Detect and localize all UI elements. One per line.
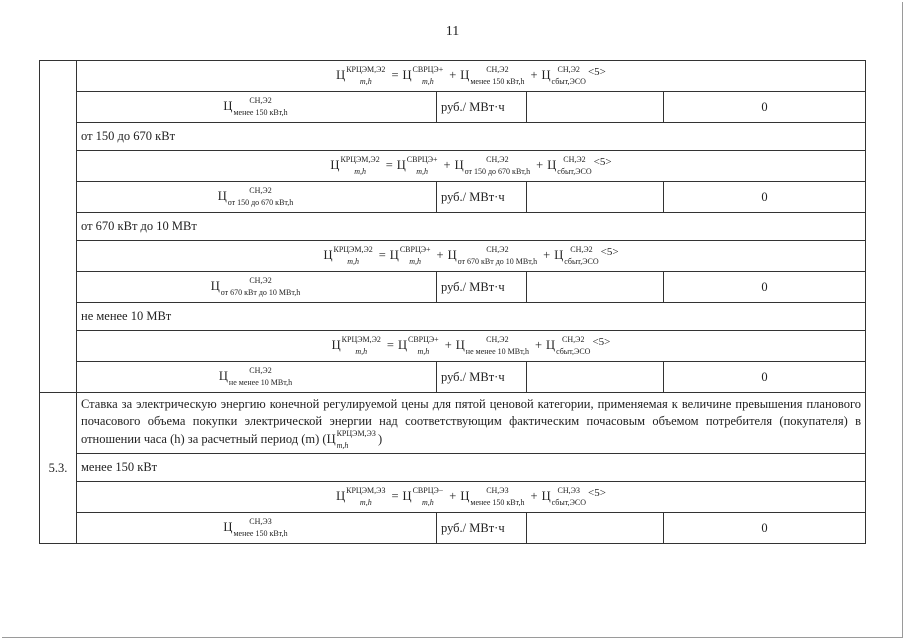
symbol-sup: СВРЦЭ− [412,486,444,495]
symbol-sup: СН,Э2 [486,155,509,164]
symbol-indices [233,97,287,117]
unit-cell: руб./ МВт·ч [437,272,527,303]
symbol-letter: Ц [447,247,457,262]
rate-symbol [210,276,303,297]
symbol-sub: не менее 10 МВт,h [465,347,529,356]
operator: + [449,67,457,82]
symbol-sub: от 150 до 670 кВт,h [464,167,531,176]
formula-footnote: <5> [587,486,606,499]
formula-term [389,245,433,266]
symbol-letter: Ц [336,67,346,82]
formula-cell [77,331,866,362]
symbol-indices [458,246,538,266]
formula-term [547,155,593,176]
formula-term [546,335,592,356]
operator: + [534,337,543,352]
formula-cell [77,151,866,182]
symbol-sub: сбыт,ЭСО [564,257,599,266]
formula-term [397,335,441,356]
symbol-sub: менее 150 кВт,h [470,77,525,86]
formula-term [554,245,600,266]
symbol-indices [556,336,590,356]
symbol-letter: Ц [330,157,340,172]
formula-footnote: <5> [593,155,612,168]
unit-cell: руб./ МВт·ч [437,362,527,393]
rate-symbol-cell [77,362,437,393]
symbol-sup: СН,ЭЗ [249,517,272,526]
empty-cell [527,92,664,123]
symbol-sub: m,h [409,257,422,266]
section-text [77,393,866,454]
formula-term [402,65,446,86]
symbol-letter: Ц [389,247,399,262]
symbol-sub: m,h [421,77,434,86]
symbol-letter: Ц [402,488,412,503]
symbol-sub: сбыт,ЭСО [551,498,586,507]
symbol-letter: Ц [460,67,470,82]
symbol-sub: m,h [347,257,359,266]
group-heading: от 670 кВт до 10 МВт [77,213,866,241]
symbol-indices [229,367,292,387]
value-cell: 0 [664,513,866,544]
unit-cell: руб./ МВт·ч [437,513,527,544]
formula-term [396,155,440,176]
symbol-sup: КРЦЭМ,Э2 [341,335,381,344]
symbol-letter: Ц [455,337,465,352]
symbol-sup: СН,Э2 [563,155,586,164]
formula-term [402,486,446,507]
formula-cell [77,482,866,513]
value-cell: 0 [664,182,866,213]
symbol-sub: менее 150 кВт,h [233,529,288,538]
symbol-indices [400,246,431,266]
symbol-letter: Ц [397,337,407,352]
formula-cell [77,241,866,272]
symbol-indices [470,487,524,507]
symbol-indices [342,336,381,356]
unit-cell: руб./ МВт·ч [437,92,527,123]
formula-term [447,245,540,266]
formula-lhs [323,245,374,266]
tariff-table [39,60,866,544]
formula-term [455,335,531,356]
symbol-sub: от 670 кВт до 10 МВт,h [220,288,301,297]
symbol-letter: Ц [396,157,406,172]
symbol-indices [413,487,444,507]
symbol-sup: СН,Э2 [249,276,272,285]
operator: = [391,67,399,82]
section-symbol [326,429,378,450]
symbol-indices [466,336,529,356]
symbol-sub: m,h [422,498,434,507]
symbol-sup: КРЦЭМ,ЭЗ [346,486,386,495]
symbol-sup: СН,Э2 [249,96,272,105]
symbol-letter: Ц [217,188,227,203]
symbol-sup: КРЦЭМ,ЭЗ [336,429,376,438]
operator: + [436,247,444,262]
symbol-indices [337,430,376,450]
symbol-sup: СВРЦЭ+ [408,335,439,344]
symbol-letter: Ц [402,67,412,82]
formula-term [541,486,588,507]
symbol-letter: Ц [218,368,228,383]
rate-symbol-cell [77,513,437,544]
formula-footnote: <5> [600,245,619,258]
symbol-letter: Ц [554,247,564,262]
symbol-sup: СВРЦЭ+ [399,245,431,254]
left-margin-cell [40,61,77,393]
symbol-sub: от 670 кВт до 10 МВт,h [457,257,538,266]
symbol-indices [333,246,372,266]
symbol-letter: Ц [223,98,233,113]
symbol-indices [221,277,301,297]
formula-cell [77,61,866,92]
symbol-sub: m,h [359,77,372,86]
symbol-indices [340,156,379,176]
unit-cell: руб./ МВт·ч [437,182,527,213]
symbol-sub: m,h [416,167,429,176]
symbol-sub: m,h [336,441,349,450]
formula-term [454,155,533,176]
formula-lhs [336,65,387,86]
symbol-indices [346,66,385,86]
symbol-indices [346,487,385,507]
operator: = [386,337,394,352]
operator: + [536,157,544,172]
symbol-sup: СН,Э2 [570,245,593,254]
value-cell: 0 [664,362,866,393]
symbol-indices [228,187,294,207]
symbol-letter: Ц [326,431,336,446]
rate-symbol [218,366,294,387]
formula-lhs [330,155,381,176]
symbol-sup: СВРЦЭ+ [406,155,438,164]
symbol-indices [552,66,586,86]
symbol-indices [407,156,438,176]
symbol-sup: СН,Э2 [249,186,272,195]
symbol-letter: Ц [210,278,220,293]
symbol-sup: СН,ЭЗ [557,486,581,495]
value-cell: 0 [664,272,866,303]
rate-symbol-cell [77,182,437,213]
symbol-sup: СН,ЭЗ [486,486,509,495]
section-text-body: Ставка за электрическую энергию конечной регулируемой цены для пятой ценовой категории, применяемая к величине превышения планового почасового объема покупки электрической энергии над соответствующим фактическим почасовым объемом потребителя (покупателя) в отношении часа (h) за расчетный период (m) ( [81,397,862,446]
section-text-end: ) [377,431,383,446]
symbol-sup: СН,Э2 [486,65,509,74]
symbol-indices [470,66,524,86]
operator: + [449,488,457,503]
rate-symbol-cell [77,272,437,303]
symbol-letter: Ц [541,488,551,503]
operator: + [543,247,551,262]
symbol-letter: Ц [336,488,346,503]
symbol-sub: менее 150 кВт,h [233,108,288,117]
symbol-letter: Ц [546,337,556,352]
symbol-sub: сбыт,ЭСО [557,167,592,176]
empty-cell [527,362,664,393]
symbol-indices [557,156,591,176]
rate-symbol-cell [77,92,437,123]
symbol-sub: от 150 до 670 кВт,h [227,198,294,207]
symbol-sub: m,h [354,167,366,176]
symbol-sub: m,h [355,347,368,356]
page-number: 11 [445,24,460,39]
symbol-sup: КРЦЭМ,Э2 [340,155,380,164]
symbol-sub: сбыт,ЭСО [556,347,591,356]
operator: + [444,337,452,352]
operator: = [385,157,393,172]
operator: + [443,157,451,172]
symbol-indices [413,66,444,86]
formula-lhs [336,486,387,507]
symbol-letter: Ц [541,67,551,82]
symbol-indices [408,336,439,356]
symbol-sup: СН,Э2 [249,366,272,375]
rate-symbol [217,186,296,207]
empty-cell [527,513,664,544]
formula-footnote: <5> [587,65,606,78]
formula-term [541,65,588,86]
value-cell: 0 [664,92,866,123]
symbol-indices [233,518,287,538]
symbol-sub: m,h [417,347,430,356]
formula-term [460,486,526,507]
formula-term [460,65,526,86]
operator: + [530,488,538,503]
symbol-sup: СВРЦЭ+ [412,65,444,74]
symbol-indices [465,156,531,176]
group-heading: менее 150 кВт [77,454,866,482]
symbol-sup: СН,Э2 [562,335,585,344]
rate-symbol [223,96,289,117]
empty-cell [527,182,664,213]
group-heading: от 150 до 670 кВт [77,123,866,151]
symbol-sub: не менее 10 МВт,h [228,378,293,387]
symbol-letter: Ц [323,247,333,262]
empty-cell [527,272,664,303]
operator: = [391,488,399,503]
symbol-sub: m,h [359,498,372,507]
symbol-sub: сбыт,ЭСО [551,77,586,86]
operator: + [530,67,538,82]
section-number: 5.3. [40,393,77,544]
group-heading: не менее 10 МВт [77,303,866,331]
symbol-indices [564,246,598,266]
symbol-letter: Ц [460,488,470,503]
symbol-indices [552,487,586,507]
operator: = [378,247,386,262]
symbol-letter: Ц [454,157,464,172]
symbol-sup: СН,Э2 [486,335,509,344]
symbol-sup: КРЦЭМ,Э2 [346,65,386,74]
symbol-sup: СН,Э2 [557,65,580,74]
formula-footnote: <5> [592,335,611,348]
symbol-sup: КРЦЭМ,Э2 [333,245,373,254]
rate-symbol [223,517,289,538]
symbol-letter: Ц [331,337,341,352]
symbol-letter: Ц [223,519,233,534]
symbol-letter: Ц [547,157,557,172]
formula-lhs [331,335,383,356]
symbol-sup: СН,Э2 [486,245,509,254]
symbol-sub: менее 150 кВт,h [470,498,525,507]
